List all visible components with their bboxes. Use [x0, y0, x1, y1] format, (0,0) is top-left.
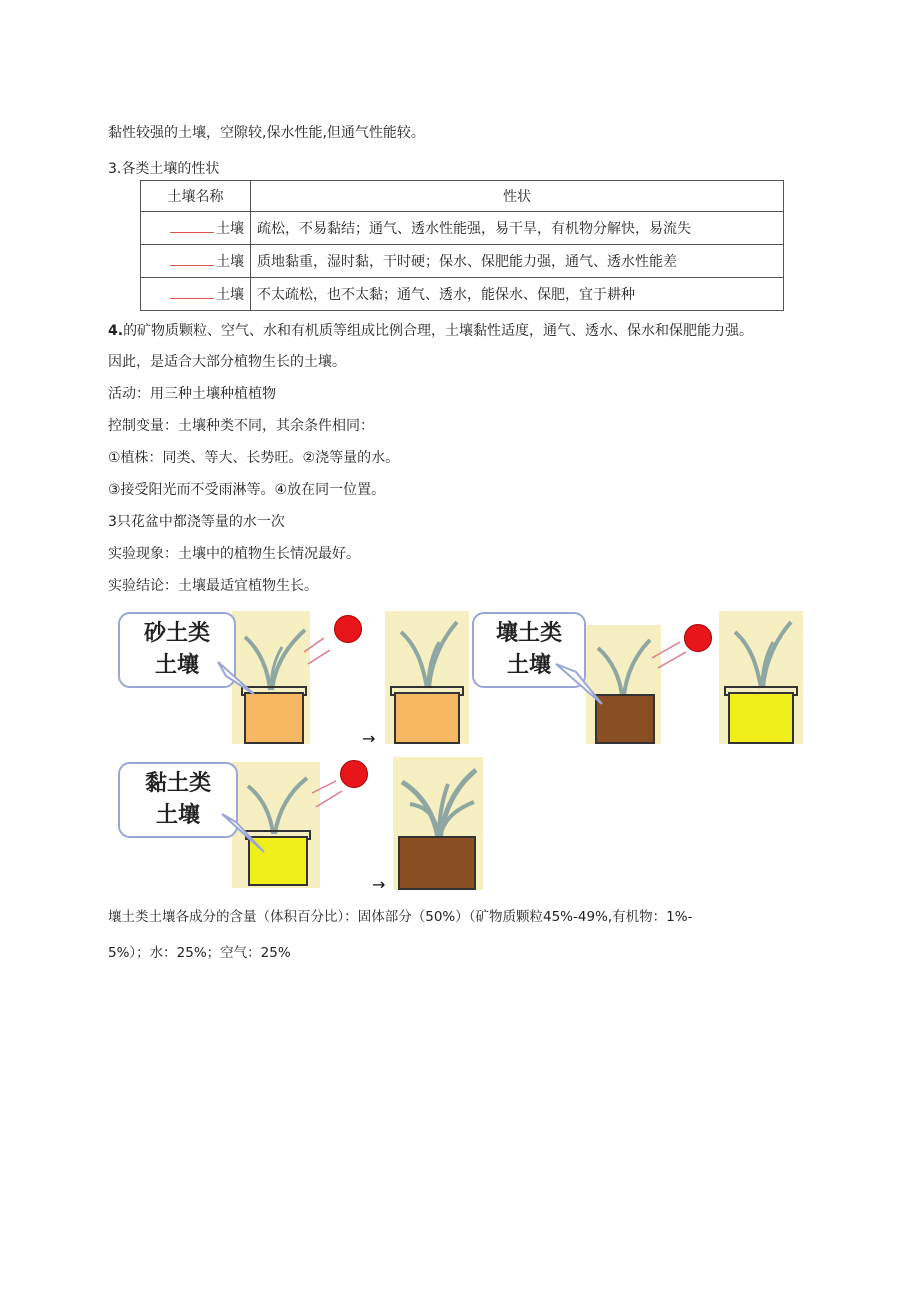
composition-line-2: 5%）；水：25%；空气：25% — [108, 945, 291, 961]
label-line: 土壤 — [154, 653, 199, 678]
soil-name-cell: 土壤 — [141, 212, 251, 245]
clay-soil-label — [118, 762, 238, 838]
plant-icon — [729, 616, 799, 691]
water-stream-icon — [650, 640, 690, 670]
water-line: 3只花盆中都浇等量的水一次 — [108, 514, 285, 530]
table-row — [141, 245, 784, 278]
sand-soil-pot — [394, 692, 460, 744]
soil-name-cell: 土壤 — [141, 245, 251, 278]
arrow-icon: → — [372, 875, 386, 894]
table-header-row — [141, 181, 784, 212]
table-row — [141, 278, 784, 311]
table-row — [141, 212, 784, 245]
loam-result-pot — [728, 692, 794, 744]
activity-line: 活动：用三种土壤种植植物 — [108, 386, 276, 402]
arrow-icon: → — [362, 729, 376, 748]
fill-blank — [170, 220, 214, 233]
plant-icon — [395, 616, 465, 691]
label-line: 壤土类 — [495, 621, 562, 646]
section3-title: 3.各类土壤的性状 — [108, 161, 220, 177]
para4-line2: 因此，是适合大部分植物生长的土壤。 — [108, 354, 346, 370]
label-line: 黏土类 — [144, 771, 211, 796]
fill-blank — [170, 286, 214, 299]
bubble-pointer — [556, 662, 606, 708]
soil-properties-table — [140, 180, 784, 311]
plant-icon — [398, 762, 480, 840]
water-stream-icon — [308, 775, 348, 811]
label-line: 砂土类 — [143, 621, 210, 646]
conclusion-line: 实验结论：土壤最适宜植物生长。 — [108, 578, 318, 594]
soil-desc-cell: 不太疏松，也不太黏；通气、透水，能保水、保肥，宜于耕种 — [251, 278, 784, 311]
condition-line-2: ③接受阳光而不受雨淋等。④放在同一位置。 — [108, 482, 386, 498]
label-line: 土壤 — [155, 803, 200, 828]
header-soil-name: 土壤名称 — [141, 181, 251, 212]
composition-line-1: 壤土类土壤各成分的含量（体积百分比）：固体部分（50%）（矿物质颗粒45%-49%,有机物：1%- — [108, 909, 693, 925]
soil-name-cell: 土壤 — [141, 278, 251, 311]
soil-desc-cell: 疏松，不易黏结；通气、透水性能强，易干旱，有机物分解快，易流失 — [251, 212, 784, 245]
para4-line1: 4.的矿物质颗粒、空气、水和有机质等组成比例合理，土壤黏性适度，通气、透水、保水和保肥能力强。 — [108, 323, 754, 339]
phenomenon-line: 实验现象：土壤中的植物生长情况最好。 — [108, 546, 360, 562]
clay-result-pot — [398, 836, 476, 890]
header-properties: 性状 — [251, 181, 784, 212]
condition-line-1: ①植株：同类、等大、长势旺。②浇等量的水。 — [108, 450, 400, 466]
soil-desc-cell: 质地黏重，湿时黏，干时硬；保水、保肥能力强，通气、透水性能差 — [251, 245, 784, 278]
fill-blank — [170, 253, 214, 266]
control-variable-line: 控制变量：土壤种类不同，其余条件相同： — [108, 418, 374, 434]
label-line: 土壤 — [506, 653, 551, 678]
water-stream-icon — [300, 630, 340, 670]
bubble-pointer — [218, 660, 258, 700]
bubble-pointer — [222, 812, 268, 856]
intro-line: 黏性较强的土壤，空隙较,保水性能,但通气性能较。 — [108, 125, 425, 141]
